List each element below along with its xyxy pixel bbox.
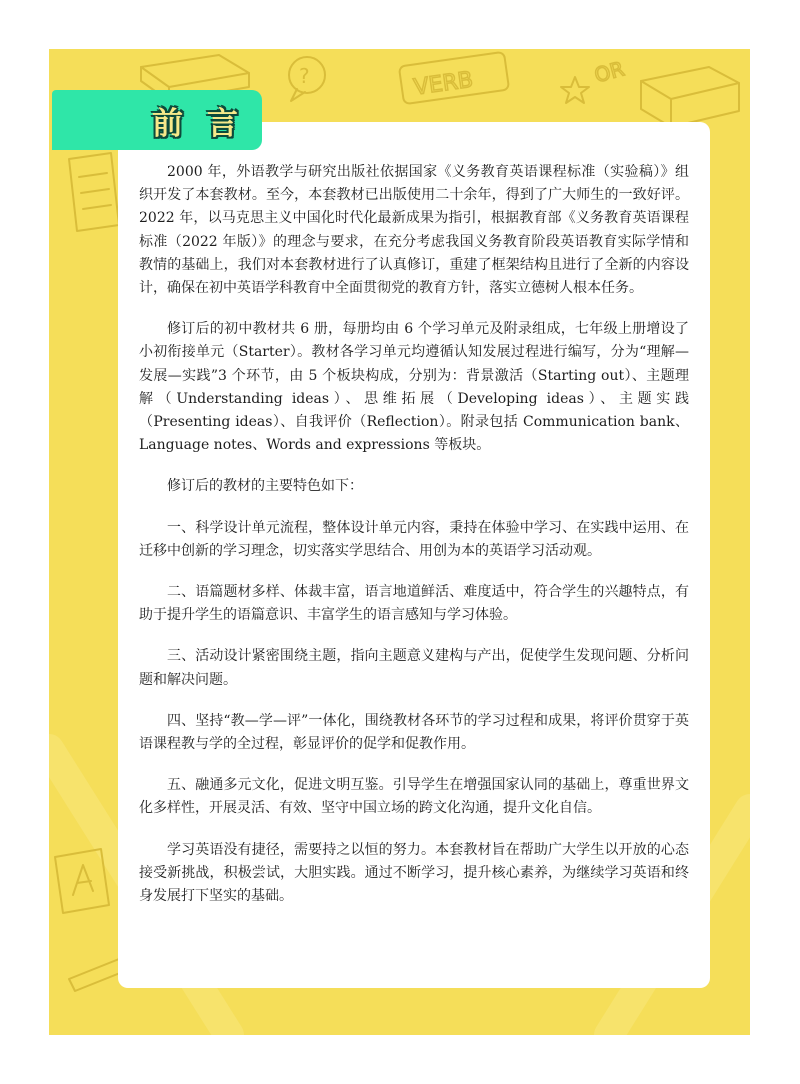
or-doodle: OR [591,56,627,88]
svg-text:VERB: VERB [412,67,475,101]
verb-tag-doodle [399,52,509,104]
letter-a-doodle: A [77,907,78,908]
paragraph-structure: 修订后的初中教材共 6 册，每册均由 6 个学习单元及附录组成，七年级上册增设了小初衔接单元（Starter）。教材各学习单元均遵循认知发展过程进行编写，分为“理解—发展—实践”3 个环节，由 5 个板块构成，分别为：背景激活（Starting out）、主题理解（Understanding ideas）、思维拓展（Developing ideas）、主题实践（Presenting ideas）、自我评价（Reflection）。附录包括 Communication bank、Language notes、Words and expressions 等板块。 [139,321,689,454]
paragraph-closing: 学习英语没有捷径，需要持之以恒的努力。本套教材旨在帮助广大学生以开放的心态接受新挑战，积极尝试，大胆实践。通过不断学习，提升核心素养，为继续学习英语和终身发展打下坚实的基础。 [139,841,689,905]
paragraph-intro: 2000 年，外语教学与研究出版社依据国家《义务教育英语课程标准（实验稿）》组织开发了本套教材。至今，本套教材已出版使用二十余年，得到了广大师生的一致好评。2022 年，以马克思主义中国化时代化最新成果为指引，根据教育部《义务教育英语课程标准（2022 年版）》的理念与要求，在充分考虑我国义务教育阶段英语教育实际学情和教情的基础上，我们对本套教材进行了认真修订，重建了框架结构且进行了全新的内容设计，确保在初中英语学科教育中全面贯彻党的教育方针，落实立德树人根本任务。 [139,164,689,297]
page-title: 前言 [152,106,262,142]
paragraph-feature-1: 一、科学设计单元流程，整体设计单元内容，秉持在体验中学习、在实践中运用、在迁移中创新的学习理念，切实落实学思结合、用创为本的英语学习活动观。 [139,519,689,559]
paragraph-feature-5: 五、融通多元文化，促进文明互鉴。引导学生在增强国家认同的基础上，尊重世界文化多样性，开展灵活、有效、坚守中国立场的跨文化沟通，提升文化自信。 [139,777,689,817]
paragraph-feature-2: 二、语篇题材多样、体裁丰富，语言地道鲜活、难度适中，符合学生的兴趣特点，有助于提升学生的语篇意识、丰富学生的语言感知与学习体验。 [139,584,689,624]
paragraph-features-lead: 修订后的教材的主要特色如下： [167,478,363,495]
preface-body [139,161,689,926]
question-mark-doodle: ? [299,64,310,88]
paragraph-feature-3: 三、活动设计紧密围绕主题，指向主题意义建构与产出，促使学生发现问题、分析问题和解决问题。 [139,648,689,688]
paragraph-feature-4: 四、坚持“教—学—评”一体化，围绕教材各环节的学习过程和成果，将评价贯穿于英语课程教与学的全过程，彰显评价的促学和促教作用。 [139,712,689,753]
